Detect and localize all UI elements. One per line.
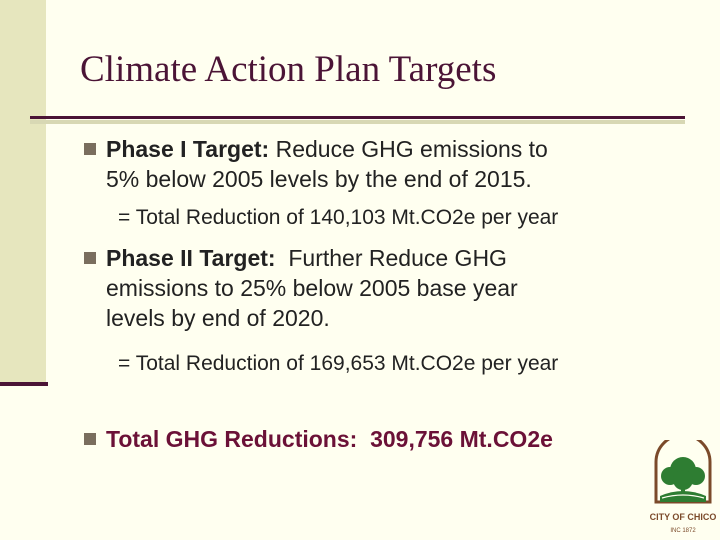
bullet-label: Phase II Target: <box>106 245 276 271</box>
bullet-text <box>106 134 666 194</box>
bullet-text <box>106 424 666 454</box>
square-bullet-icon <box>84 252 96 264</box>
city-of-chico-seal-icon <box>648 440 718 538</box>
title-underline-shadow <box>30 120 685 124</box>
total-value: 309,756 Mt.CO2e <box>370 426 553 452</box>
sidebar-band <box>0 0 46 385</box>
phase-1-total: = Total Reduction of 140,103 Mt.CO2e per year <box>118 206 559 229</box>
square-bullet-icon <box>84 433 96 445</box>
logo-text-bottom: INC 1872 <box>670 528 696 534</box>
title-underline <box>30 116 685 119</box>
square-bullet-icon <box>84 143 96 155</box>
sidebar-accent-rule <box>0 382 48 386</box>
bullet-label: Phase I Target: <box>106 136 270 162</box>
bullet-text <box>106 243 666 333</box>
bullet-label: Total GHG Reductions: <box>106 426 358 452</box>
phase-2-total: = Total Reduction of 169,653 Mt.CO2e per year <box>118 352 559 375</box>
bullet-line: Reduce GHG emissions to <box>275 136 548 162</box>
bullet-line: 5% below 2005 levels by the end of 2015. <box>106 166 532 192</box>
bullet-line: emissions to 25% below 2005 base year <box>106 275 518 301</box>
slide-title: Climate Action Plan Targets <box>80 49 497 90</box>
bullet-line: levels by end of 2020. <box>106 305 330 331</box>
bullet-line: Further Reduce GHG <box>288 245 507 271</box>
logo-text-top: CITY OF CHICO <box>649 512 717 522</box>
